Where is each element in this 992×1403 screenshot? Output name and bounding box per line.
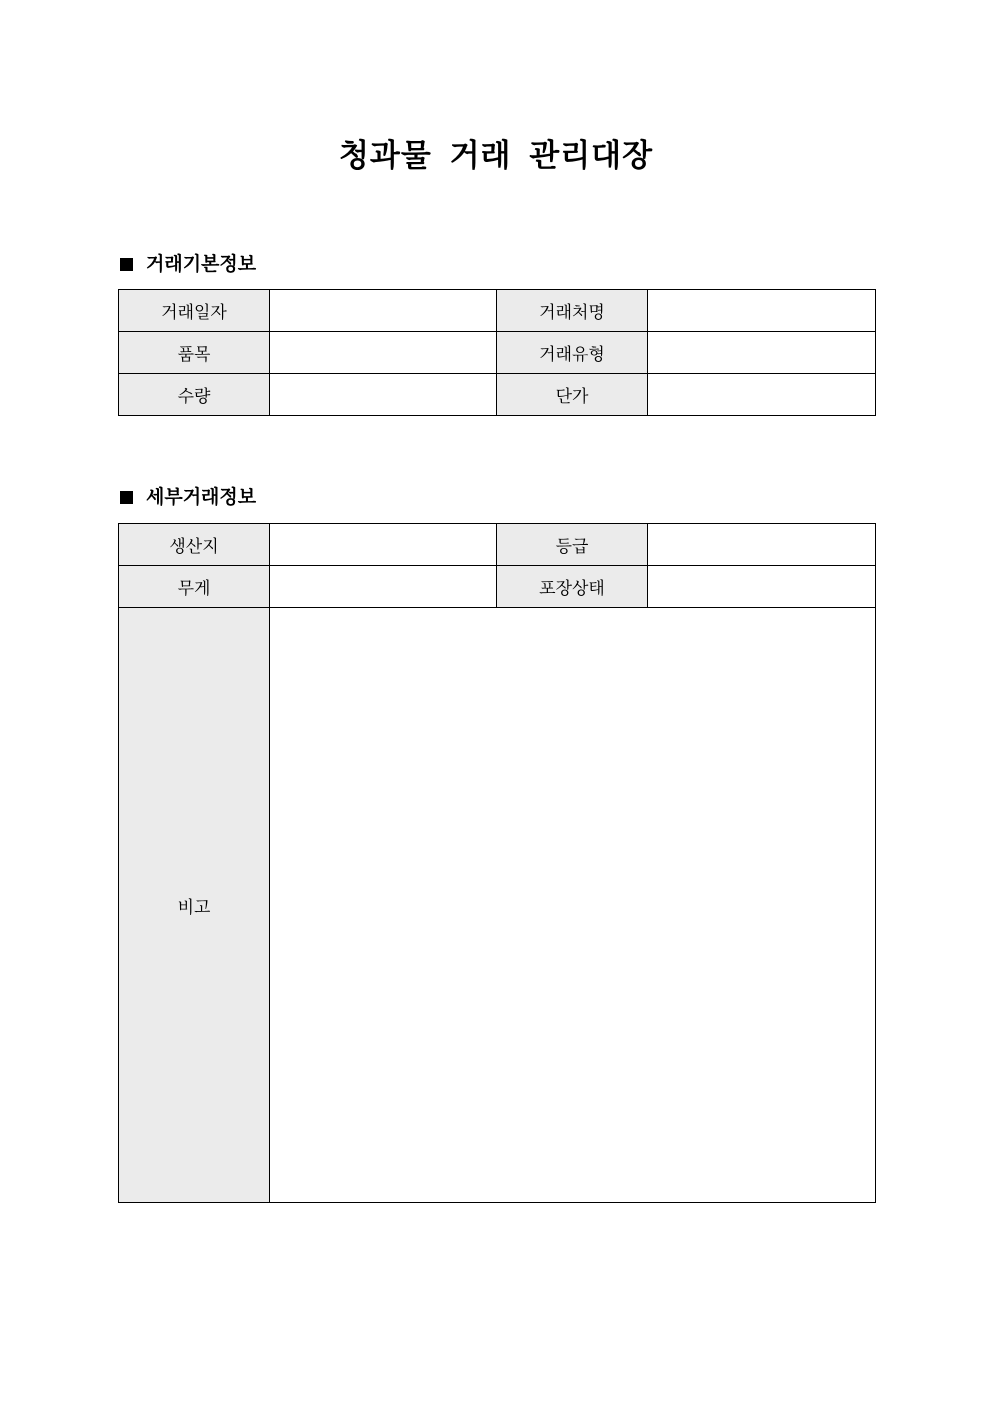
weight-field[interactable]	[270, 566, 497, 608]
label-item: 품목	[119, 332, 270, 374]
section-heading-detail-label: 세부거래정보	[146, 486, 257, 508]
section-heading-basic	[118, 252, 256, 276]
unit-price-field[interactable]	[648, 374, 876, 416]
origin-field[interactable]	[270, 524, 497, 566]
trade-type-field[interactable]	[648, 332, 876, 374]
client-name-field[interactable]	[648, 290, 876, 332]
item-field[interactable]	[270, 332, 497, 374]
label-client-name: 거래처명	[497, 290, 648, 332]
section-heading-detail	[118, 485, 256, 509]
label-remarks: 비고	[119, 608, 270, 1203]
remarks-field[interactable]	[270, 608, 876, 1203]
label-trade-date: 거래일자	[119, 290, 270, 332]
page-title: 청과물 거래 관리대장	[338, 138, 654, 174]
label-quantity: 수량	[119, 374, 270, 416]
square-bullet-icon	[120, 258, 133, 271]
packaging-status-field[interactable]	[648, 566, 876, 608]
label-packaging-status: 포장상태	[497, 566, 648, 608]
table-row	[119, 290, 876, 332]
trade-date-field[interactable]	[270, 290, 497, 332]
label-grade: 등급	[497, 524, 648, 566]
label-weight: 무게	[119, 566, 270, 608]
table-row	[119, 332, 876, 374]
basic-info-table	[118, 289, 876, 416]
table-row	[119, 374, 876, 416]
square-bullet-icon	[120, 491, 133, 504]
quantity-field[interactable]	[270, 374, 497, 416]
label-trade-type: 거래유형	[497, 332, 648, 374]
table-row	[119, 524, 876, 566]
label-unit-price: 단가	[497, 374, 648, 416]
label-origin: 생산지	[119, 524, 270, 566]
grade-field[interactable]	[648, 524, 876, 566]
section-heading-basic-label: 거래기본정보	[146, 253, 257, 275]
table-row	[119, 566, 876, 608]
detail-info-table	[118, 523, 876, 1203]
table-row	[119, 608, 876, 1203]
